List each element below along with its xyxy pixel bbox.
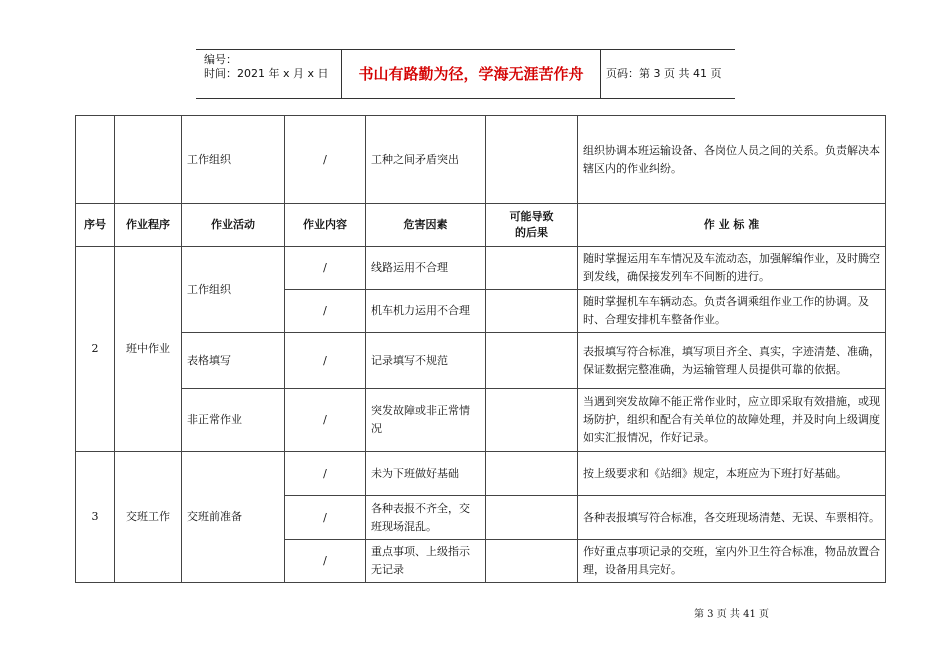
content-cell: / <box>285 333 366 389</box>
motto-text: 书山有路勤为径，学海无涯苦作舟 <box>341 50 601 98</box>
table-header-row <box>76 204 886 247</box>
content-cell: / <box>285 116 366 204</box>
content-cell: / <box>285 389 366 452</box>
table-row <box>76 116 886 204</box>
procedure-cell: 交班工作 <box>115 452 182 583</box>
procedure-cell: 班中作业 <box>115 247 182 452</box>
content-cell: / <box>285 290 366 333</box>
table-row <box>76 389 886 452</box>
standard-cell: 表报填写符合标准，填写项目齐全、真实，字迹清楚、准确，保证数据完整准确，为运输管理人员提供可靠的依据。 <box>578 333 886 389</box>
consequence-cell <box>486 116 578 204</box>
seq-cell: 3 <box>76 452 115 583</box>
hazard-cell: 线路运用不合理 <box>366 247 486 290</box>
hazard-table <box>75 115 886 583</box>
table-row <box>76 452 886 496</box>
activity-cell: 工作组织 <box>182 116 285 204</box>
header-standard: 作 业 标 准 <box>578 204 886 247</box>
header-left-cell <box>196 50 349 98</box>
hazard-cell: 未为下班做好基础 <box>366 452 486 496</box>
header-content: 作业内容 <box>285 204 366 247</box>
standard-cell: 随时掌握运用车车情况及车流动态，加强解编作业，及时腾空到发线，确保接发列车不间断的进行。 <box>578 247 886 290</box>
hazard-cell: 记录填写不规范 <box>366 333 486 389</box>
hazard-cell: 机车机力运用不合理 <box>366 290 486 333</box>
activity-cell: 表格填写 <box>182 333 285 389</box>
content-cell: / <box>285 540 366 583</box>
header-consequence-line1: 可能导致 <box>509 210 554 223</box>
table-row <box>76 333 886 389</box>
hazard-cell: 各种表报不齐全，交班现场混乱。 <box>366 496 486 540</box>
header-procedure: 作业程序 <box>115 204 182 247</box>
standard-cell: 作好重点事项记录的交班，室内外卫生符合标准，物品放置合理，设备用具完好。 <box>578 540 886 583</box>
hazard-cell: 工种之间矛盾突出 <box>366 116 486 204</box>
header-consequence-line2: 的后果 <box>515 226 548 239</box>
time-label: 时间：2021 年 x 月 x 日 <box>204 67 329 80</box>
page-header <box>196 49 735 99</box>
activity-cell: 工作组织 <box>182 247 285 333</box>
table-row <box>76 247 886 290</box>
page-number-label: 页码：第 3 页 共 41 页 <box>606 67 722 80</box>
standard-cell: 按上级要求和《站细》规定，本班应为下班打好基础。 <box>578 452 886 496</box>
header-seq: 序号 <box>76 204 115 247</box>
standard-cell: 各种表报填写符合标准，各交班现场清楚、无误、车票相符。 <box>578 496 886 540</box>
content-cell: / <box>285 496 366 540</box>
activity-cell: 交班前准备 <box>182 452 285 583</box>
header-activity: 作业活动 <box>182 204 285 247</box>
standard-cell: 随时掌握机车车辆动态。负责各调乘组作业工作的协调。及时、合理安排机车整备作业。 <box>578 290 886 333</box>
hazard-cell: 突发故障或非正常情况 <box>366 389 486 452</box>
hazard-cell: 重点事项、上级指示无记录 <box>366 540 486 583</box>
page-footer: 第 3 页 共 41 页 <box>694 609 769 620</box>
content-cell: / <box>285 452 366 496</box>
header-hazard: 危害因素 <box>366 204 486 247</box>
content-cell: / <box>285 247 366 290</box>
header-consequence <box>486 204 578 247</box>
standard-cell: 组织协调本班运输设备、各岗位人员之间的关系。负责解决本辖区内的作业纠纷。 <box>578 116 886 204</box>
seq-cell: 2 <box>76 247 115 452</box>
activity-cell: 非正常作业 <box>182 389 285 452</box>
number-label: 编号： <box>204 53 237 66</box>
standard-cell: 当遇到突发故障不能正常作业时，应立即采取有效措施，或现场防护，组织和配合有关单位的故障处理，并及时向上级调度如实汇报情况，作好记录。 <box>578 389 886 452</box>
